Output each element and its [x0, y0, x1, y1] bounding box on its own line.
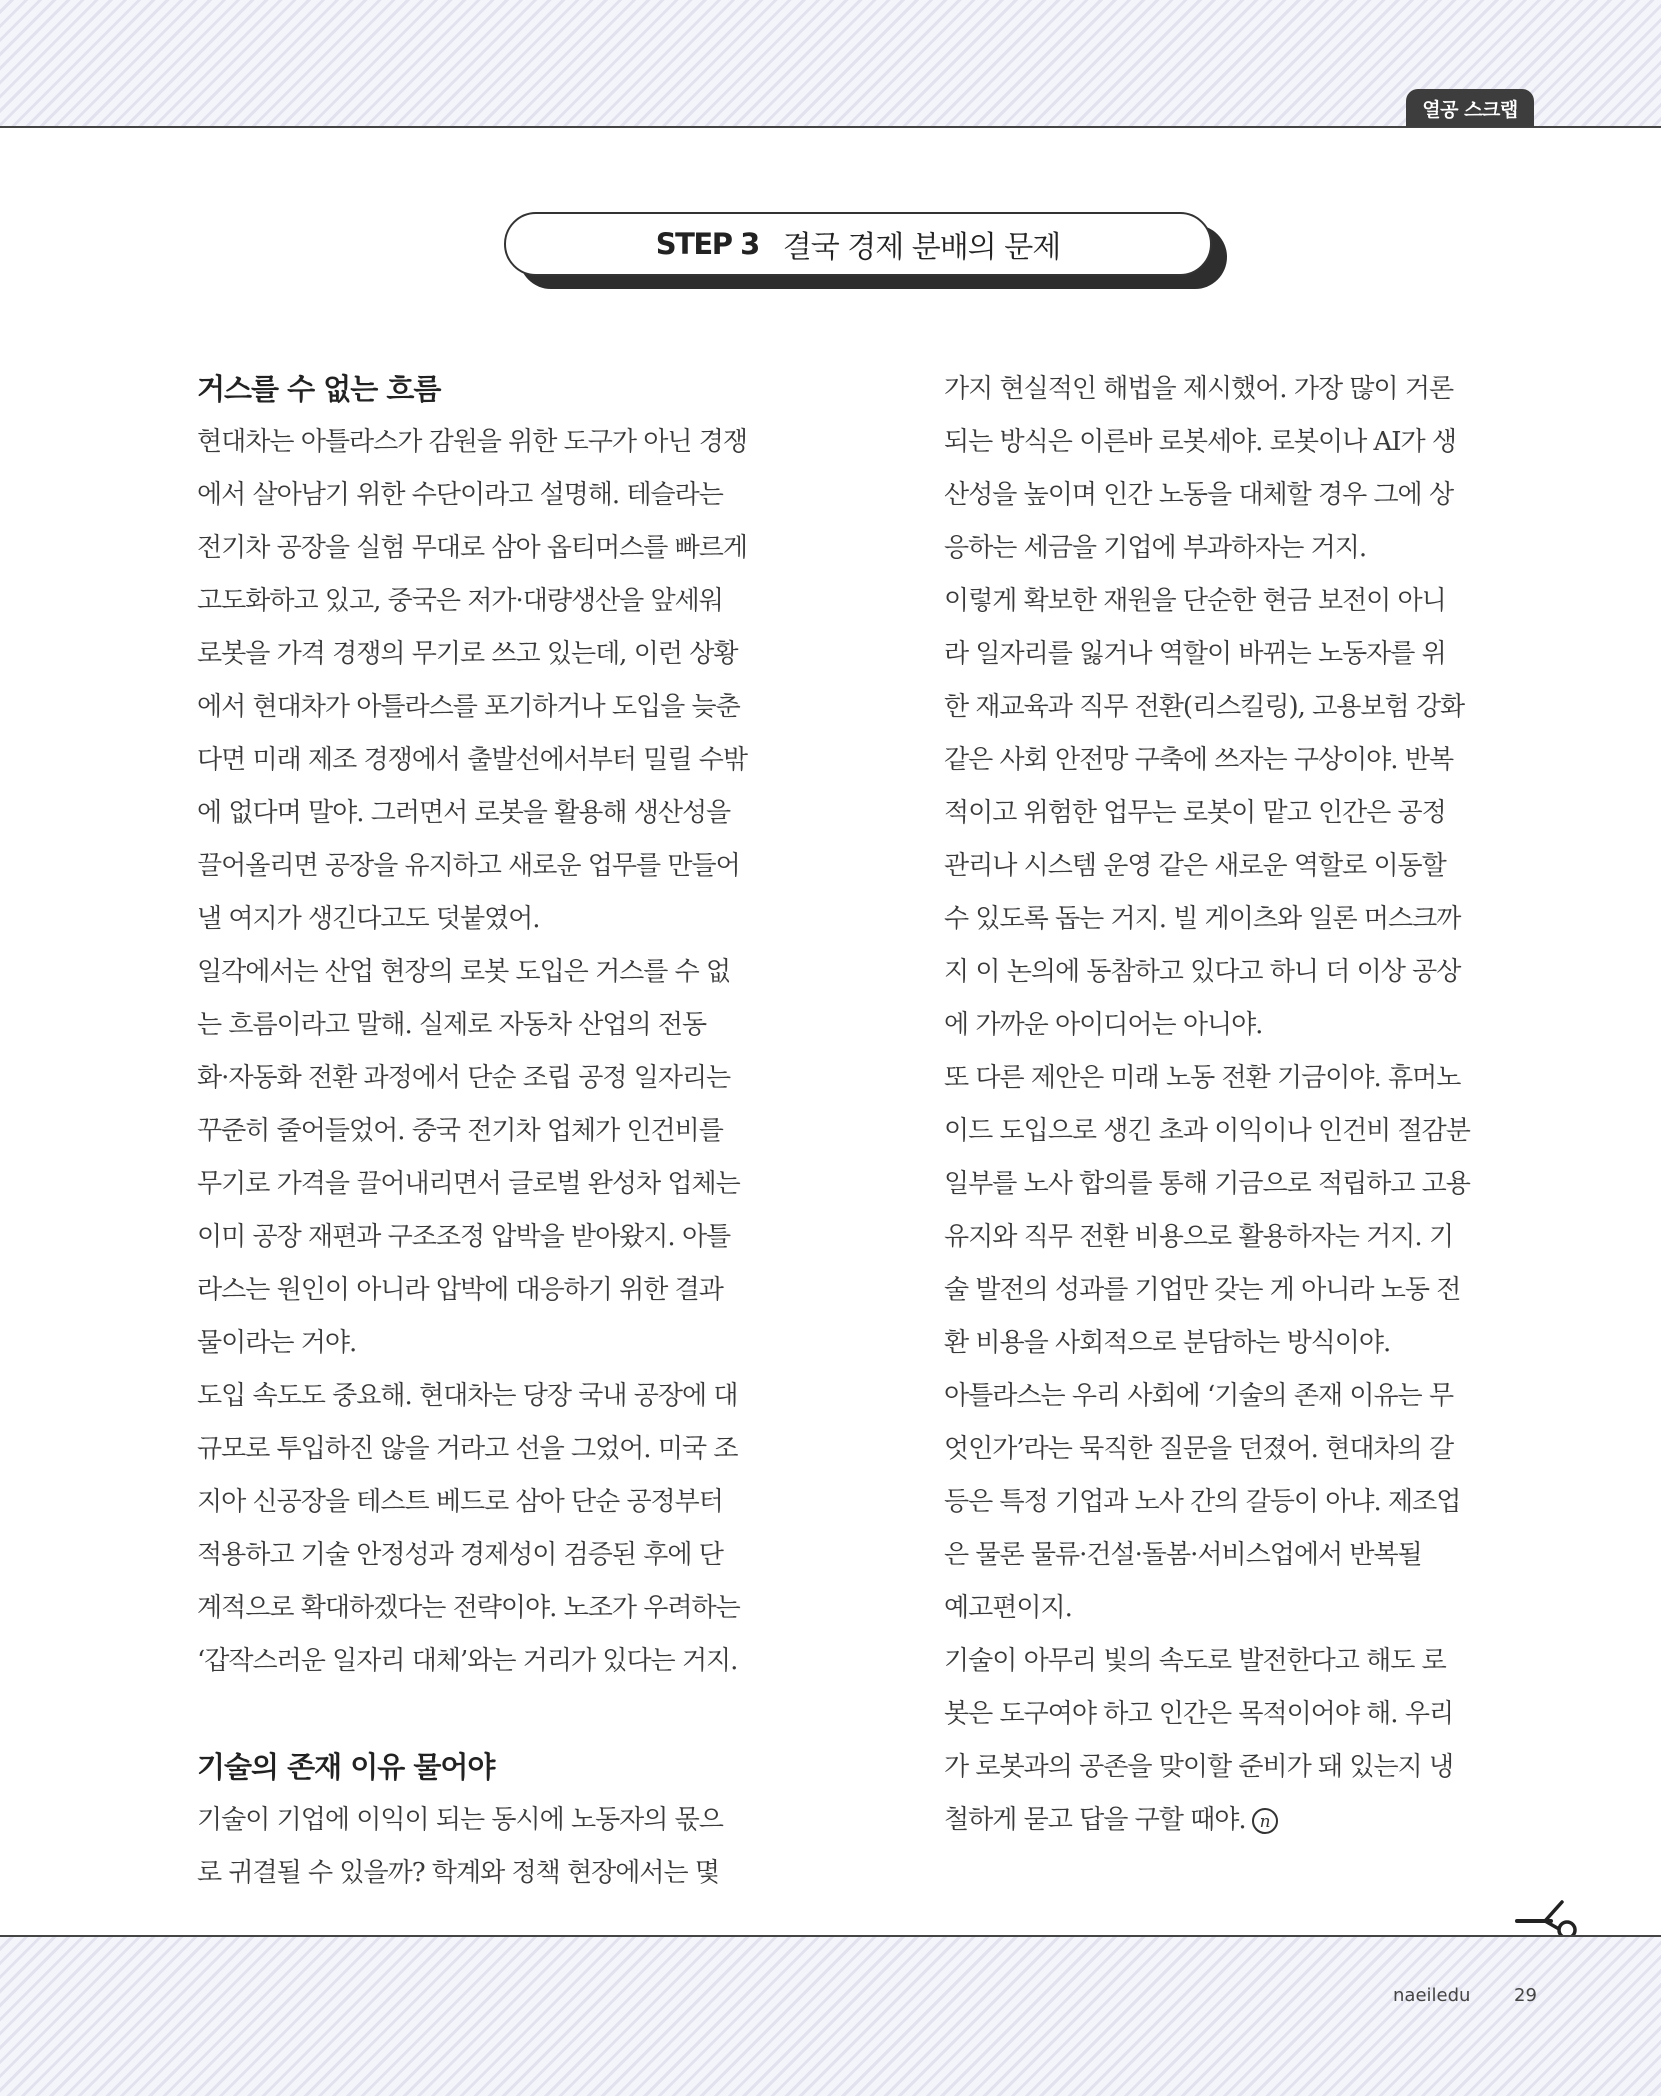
right-column	[944, 363, 1556, 1847]
body-text-line: 물이라는 거야.	[197, 1328, 357, 1358]
body-text-line: 예고편이지.	[944, 1593, 1072, 1623]
body-text-line: 화·자동화 전환 과정에서 단순 조립 공정 일자리는	[197, 1063, 731, 1093]
section-spacer	[197, 1688, 809, 1741]
body-text-line: 에 가까운 아이디어는 아니야.	[944, 1010, 1263, 1040]
body-text-line: 도입 속도도 중요해. 현대차는 당장 국내 공장에 대	[197, 1381, 738, 1411]
body-text-line: 기술이 아무리 빛의 속도로 발전한다고 해도 로	[944, 1646, 1446, 1676]
body-text-line: 낼 여지가 생긴다고도 덧붙였어.	[197, 904, 540, 934]
body-text-line: 되는 방식은 이른바 로봇세야. 로봇이나 AI가 생	[944, 427, 1456, 457]
body-text-line: 산성을 높이며 인간 노동을 대체할 경우 그에 상	[944, 480, 1454, 510]
section-body	[944, 363, 1556, 1847]
body-text-line: 로 귀결될 수 있을까? 학계와 정책 현장에서는 몇	[197, 1858, 719, 1888]
body-text-line: 꾸준히 줄어들었어. 중국 전기차 업체가 인건비를	[197, 1116, 723, 1146]
body-text-line: 봇은 도구여야 하고 인간은 목적이어야 해. 우리	[944, 1699, 1454, 1729]
body-text-line: 환 비용을 사회적으로 분담하는 방식이야.	[944, 1328, 1391, 1358]
body-text-line: 응하는 세금을 기업에 부과하자는 거지.	[944, 533, 1367, 563]
body-text-line: 이렇게 확보한 재원을 단순한 현금 보전이 아니	[944, 586, 1446, 616]
body-text-line: 규모로 투입하진 않을 거라고 선을 그었어. 미국 조	[197, 1434, 738, 1464]
body-text-line: 는 흐름이라고 말해. 실제로 자동차 산업의 전동	[197, 1010, 707, 1040]
footer-site: naeiledu	[1393, 1985, 1471, 2006]
body-text-line: 엇인가’라는 묵직한 질문을 던졌어. 현대차의 갈	[944, 1434, 1454, 1464]
end-mark-icon: n	[1252, 1808, 1278, 1834]
body-text-line: 라 일자리를 잃거나 역할이 바뀌는 노동자를 위	[944, 639, 1446, 669]
body-text-line: 끌어올리면 공장을 유지하고 새로운 업무를 만들어	[197, 851, 740, 881]
body-text-line: 적용하고 기술 안정성과 경제성이 검증된 후에 단	[197, 1540, 723, 1570]
section-body	[197, 1794, 809, 1900]
body-text-line: 전기차 공장을 실험 무대로 삼아 옵티머스를 빠르게	[197, 533, 748, 563]
step-title: 결국 경제 분배의 문제	[782, 230, 1061, 265]
body-text-line: 에 없다며 말야. 그러면서 로봇을 활용해 생산성을	[197, 798, 731, 828]
body-text-line: 철하게 묻고 답을 구할 때야. n	[944, 1794, 1556, 1847]
body-text-line: 현대차는 아틀라스가 감원을 위한 도구가 아닌 경쟁	[197, 427, 748, 457]
section-body	[197, 416, 809, 1688]
body-text-line: 또 다른 제안은 미래 노동 전환 기금이야. 휴머노	[944, 1063, 1461, 1093]
body-text-line: 술 발전의 성과를 기업만 갖는 게 아니라 노동 전	[944, 1275, 1461, 1305]
body-text-line: 일각에서는 산업 현장의 로봇 도입은 거스를 수 없	[197, 957, 731, 987]
body-text-line: 이미 공장 재편과 구조조정 압박을 받아왔지. 아틀	[197, 1222, 731, 1252]
step-banner	[504, 212, 1212, 276]
body-text-line: 한 재교육과 직무 전환(리스킬링), 고용보험 강화	[944, 692, 1465, 722]
body-text-line: 지 이 논의에 동참하고 있다고 하니 더 이상 공상	[944, 957, 1461, 987]
body-text-line: 아틀라스는 우리 사회에 ‘기술의 존재 이유는 무	[944, 1381, 1454, 1411]
body-text-line: 같은 사회 안전망 구축에 쓰자는 구상이야. 반복	[944, 745, 1454, 775]
body-text-line: 무기로 가격을 끌어내리면서 글로벌 완성차 업체는	[197, 1169, 740, 1199]
body-text-line: 수 있도록 돕는 거지. 빌 게이츠와 일론 머스크까	[944, 904, 1461, 934]
scissors-icon	[1515, 1898, 1585, 1940]
body-text-line: 다면 미래 제조 경쟁에서 출발선에서부터 밀릴 수밖	[197, 745, 748, 775]
body-text-line: 계적으로 확대하겠다는 전략이야. 노조가 우려하는	[197, 1593, 740, 1623]
section-tab: 열공 스크랩	[1406, 89, 1534, 127]
body-text-line: 가 로봇과의 공존을 맞이할 준비가 돼 있는지 냉	[944, 1752, 1454, 1782]
body-text-line: 이드 도입으로 생긴 초과 이익이나 인건비 절감분	[944, 1116, 1470, 1146]
step-number: STEP 3	[655, 227, 759, 261]
body-text-line: 가지 현실적인 해법을 제시했어. 가장 많이 거론	[944, 374, 1454, 404]
body-text-line: 기술이 기업에 이익이 되는 동시에 노동자의 몫으	[197, 1805, 723, 1835]
body-text-line: 에서 살아남기 위한 수단이라고 설명해. 테슬라는	[197, 480, 723, 510]
section-heading: 거스를 수 없는 흐름	[197, 372, 441, 406]
body-text-line: 은 물론 물류·건설·돌봄·서비스업에서 반복될	[944, 1540, 1422, 1570]
body-text-line: 등은 특정 기업과 노사 간의 갈등이 아냐. 제조업	[944, 1487, 1461, 1517]
section-heading: 기술의 존재 이유 물어야	[197, 1750, 495, 1784]
body-text-line: 관리나 시스템 운영 같은 새로운 역할로 이동할	[944, 851, 1446, 881]
footer-pattern-band	[0, 1935, 1661, 2096]
body-text-line: 에서 현대차가 아틀라스를 포기하거나 도입을 늦춘	[197, 692, 740, 722]
body-text-line: 적이고 위험한 업무는 로봇이 맡고 인간은 공정	[944, 798, 1446, 828]
body-text-line: ‘갑작스러운 일자리 대체’와는 거리가 있다는 거지.	[197, 1646, 738, 1676]
body-text-line: 로봇을 가격 경쟁의 무기로 쓰고 있는데, 이런 상황	[197, 639, 738, 669]
page-number: 29	[1514, 1985, 1537, 2006]
body-text-line: 라스는 원인이 아니라 압박에 대응하기 위한 결과	[197, 1275, 723, 1305]
body-text-line: 일부를 노사 합의를 통해 기금으로 적립하고 고용	[944, 1169, 1470, 1199]
body-text-line: 유지와 직무 전환 비용으로 활용하자는 거지. 기	[944, 1222, 1454, 1252]
body-text-line: 지아 신공장을 테스트 베드로 삼아 단순 공정부터	[197, 1487, 723, 1517]
left-column	[197, 363, 809, 1900]
body-text-line: 고도화하고 있고, 중국은 저가·대량생산을 앞세워	[197, 586, 723, 616]
